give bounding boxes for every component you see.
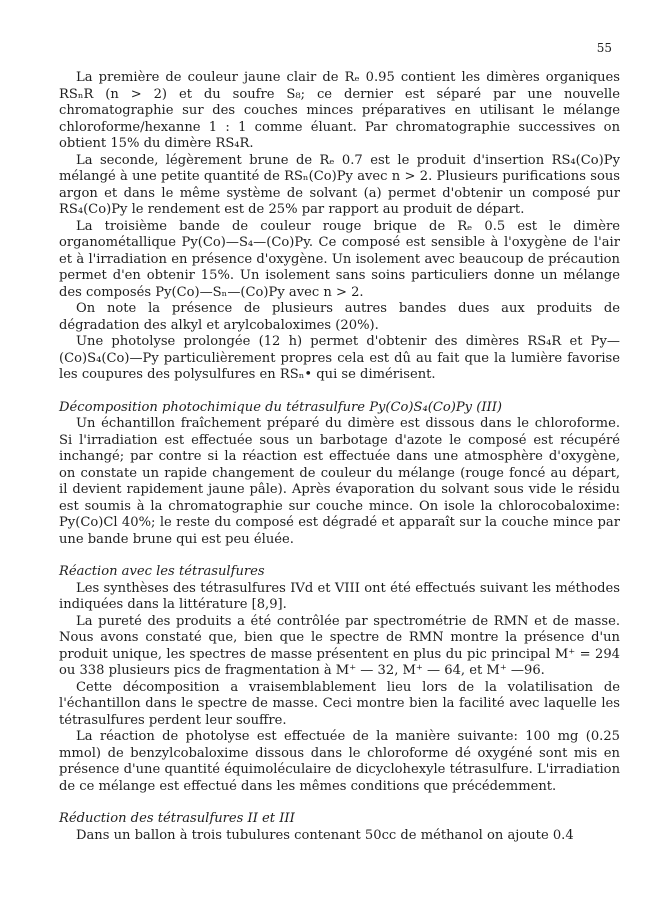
section-heading: Réaction avec les tétrasulfures (59, 564, 265, 579)
section-photochemical-decomposition (59, 416, 620, 548)
paragraph: Cette décomposition a vraisemblablement lieu lors de la volatilisation de l'échantillon dans le spectre de masse. Ceci montre bien la facilité avec laquelle les tétrasulfures perdent leur souffre. (59, 679, 620, 728)
paragraph: La seconde, légèrement brune de Rₑ 0.7 est le produit d'insertion RS₄(Co)Py mélangé à une petite quantité de RSₙ(Co)Py avec n > 2. Plusieurs purifications sous argon et dans le même système de solvant (a) permet d'obtenir un composé pur RS₄(Co)Py le rendement est de 25% par rapport au produit de départ. (59, 152, 620, 217)
paragraph: Dans un ballon à trois tubulures contenant 50cc de méthanol on ajoute 0.4 (76, 827, 574, 843)
paragraph: Une photolyse prolongée (12 h) permet d'obtenir des dimères RS₄R et Py—(Co)S₄(Co)—Py particulièrement propres cela est dû au fait que la lumière favorise les coupures des polysulfures en RSₙ• qui se dimérisent. (59, 334, 620, 382)
page-body (59, 70, 620, 844)
section-chromatography-bands (59, 70, 620, 384)
paragraph: La réaction de photolyse est effectuée de la manière suivante: 100 mg (0.25 mmol) de benzylcobaloxime dissous dans le chloroforme dé oxygéné sont mis en présence d'une quantité équimoléculaire de dicyclohexyle tétrasulfure. L'irradiation de ce mélange est effectué dans les mêmes conditions que précédemment. (59, 729, 620, 794)
section-tetrasulfide-reaction (59, 581, 620, 796)
paragraph: Les synthèses des tétrasulfures IVd et VIII ont été effectués suivant les méthodes indiquées dans la littérature [8,9]. (59, 580, 620, 612)
paragraph: La pureté des produits a été contrôlée par spectrométrie de RMN et de masse. Nous avons constaté que, bien que le spectre de RMN montre la présence d'un produit unique, les spectres de masse présentent en plus du pic principal M⁺ = 294 ou 338 plusieurs pics de fragmentation à M⁺ — 32, M⁺ — 64, et M⁺ —96. (59, 613, 620, 678)
page-number: 55 (596, 41, 612, 55)
section-heading: Décomposition photochimique du tétrasulfure Py(Co)S₄(Co)Py (III) (59, 399, 502, 415)
section-tetrasulfide-reduction (59, 828, 620, 845)
paragraph: On note la présence de plusieurs autres bandes dues aux produits de dégradation des alkyl et arylcobaloximes (20%). (59, 301, 620, 333)
section-heading: Réduction des tétrasulfures II et III (59, 811, 295, 826)
paragraph: La première de couleur jaune clair de Rₑ 0.95 contient les dimères organiques RSₙR (n > 2) et du soufre S₈; ce dernier est séparé par une nouvelle chromatographie sur des couches minces préparatives en utilisant le mélange chloroforme/hexanne 1 : 1 comme éluant. Par chromatographie successives on obtient 15% du dimère RS₄R. (59, 70, 620, 151)
paragraph: La troisième bande de couleur rouge brique de Rₑ 0.5 est le dimère organométallique Py(Co)—S₄—(Co)Py. Ce composé est sensible à l'oxygène de l'air et à l'irradiation en présence d'oxygène. Un isolement avec beaucoup de précaution permet d'en obtenir 15%. Un isolement sans soins particuliers donne un mélange des composés Py(Co)—Sₙ—(Co)Py avec n > 2. (59, 218, 620, 300)
paragraph: Un échantillon fraîchement préparé du dimère est dissous dans le chloroforme. Si l'irradiation est effectuée sous un barbotage d'azote le composé est récupéré inchangé; par contre si la réaction est effectuée dans une atmosphère d'oxygène, on constate un rapide changement de couleur du mélange (rouge foncé au départ, il devient rapidement jaune pâle). Après évaporation du solvant sous vide le résidu est soumis à la chromatographie sur couche mince. On isole la chlorocobaloxime: Py(Co)Cl 40%; le reste du composé est dégradé et apparaît sur la couche mince par une bande brune qui est peu éluée. (59, 416, 620, 547)
